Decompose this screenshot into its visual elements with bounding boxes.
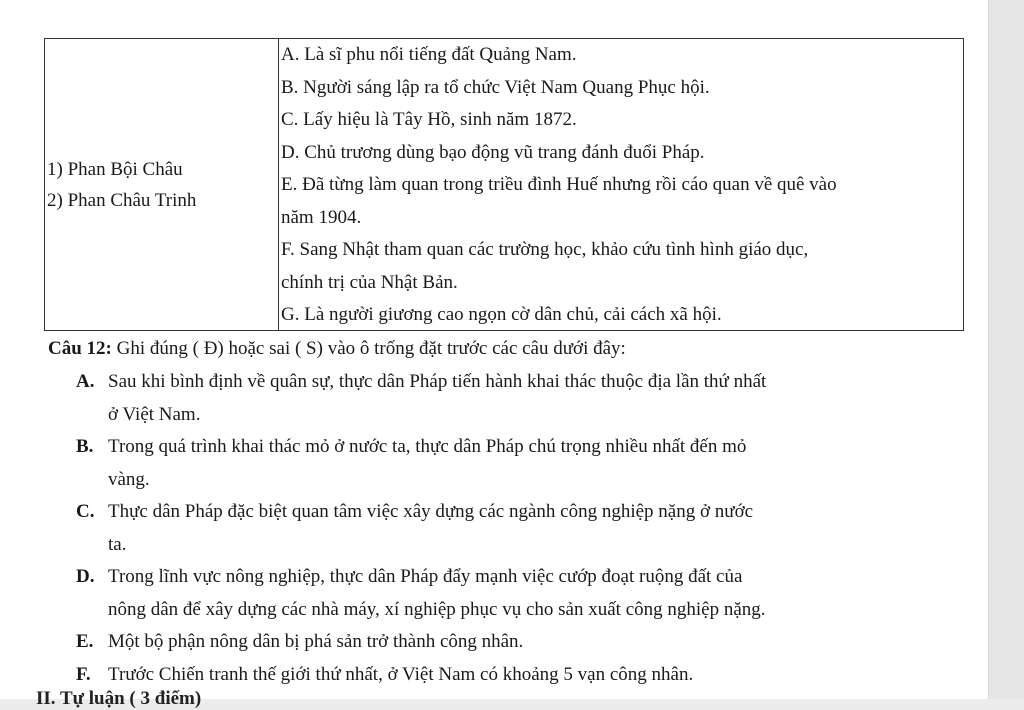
statement-line: A. Là sĩ phu nổi tiếng đất Quảng Nam. (281, 44, 577, 65)
option-item (76, 431, 916, 496)
option-letter: F. (76, 663, 91, 685)
matching-table (44, 38, 964, 331)
option-item (76, 626, 916, 659)
question-label: Câu 12: (48, 338, 112, 359)
table-right-column (281, 39, 961, 332)
option-line: nông dân để xây dựng các nhà máy, xí nghiệp phục vụ cho sản xuất công nghiệp nặng. (108, 598, 766, 620)
option-letter: A. (76, 371, 95, 392)
next-section-heading: II. Tự luận ( 3 điểm) (36, 688, 202, 709)
option-letter: D. (76, 566, 95, 587)
option-line: vàng. (108, 468, 150, 490)
option-line: Một bộ phận nông dân bị phá sản trở thành công nhân. (108, 631, 524, 652)
option-line: Thực dân Pháp đặc biệt quan tâm việc xây dựng các ngành công nghiệp nặng ở nước (108, 501, 754, 522)
option-letter: C. (76, 501, 95, 522)
statement-line: C. Lấy hiệu là Tây Hồ, sinh năm 1872. (281, 109, 577, 130)
question-prompt: Ghi đúng ( Đ) hoặc sai ( S) vào ô trống đặt trước các câu dưới đây: (111, 338, 626, 359)
option-item (76, 366, 916, 431)
left-item: 1) Phan Bội Châu (47, 159, 183, 180)
statement-line: F. Sang Nhật tham quan các trường học, khảo cứu tình hình giáo dục, (281, 239, 809, 260)
table-left-column (47, 154, 277, 216)
options-list (76, 366, 916, 691)
table-column-divider (278, 39, 279, 330)
option-item (76, 561, 916, 626)
option-line: ta. (108, 533, 127, 555)
question-heading (48, 336, 626, 362)
statement-line: D. Chủ trương dùng bạo động vũ trang đánh đuổi Pháp. (281, 141, 705, 163)
option-line: Trong lĩnh vực nông nghiệp, thực dân Pháp đẩy mạnh việc cướp đoạt ruộng đất của (108, 566, 743, 587)
option-letter: E. (76, 631, 94, 652)
option-line: Sau khi bình định về quân sự, thực dân Pháp tiến hành khai thác thuộc địa lần thứ nhất (108, 371, 767, 392)
option-item (76, 659, 916, 692)
option-item (76, 496, 916, 561)
statement-line: B. Người sáng lập ra tổ chức Việt Nam Quang Phục hội. (281, 76, 710, 98)
option-letter: B. (76, 436, 94, 457)
statement-line: năm 1904. (281, 206, 362, 228)
option-line: Trước Chiến tranh thế giới thứ nhất, ở Việt Nam có khoảng 5 vạn công nhân. (108, 663, 694, 685)
statement-line: E. Đã từng làm quan trong triều đình Huế nhưng rồi cáo quan về quê vào (281, 174, 837, 195)
option-line: Trong quá trình khai thác mỏ ở nước ta, thực dân Pháp chú trọng nhiều nhất đến mỏ (108, 436, 747, 457)
statement-line: chính trị của Nhật Bản. (281, 271, 458, 293)
left-item: 2) Phan Châu Trinh (47, 190, 197, 211)
statement-line: G. Là người giương cao ngọn cờ dân chủ, cải cách xã hội. (281, 304, 722, 325)
option-line: ở Việt Nam. (108, 403, 201, 425)
scrollbar-gutter[interactable] (988, 0, 1024, 699)
